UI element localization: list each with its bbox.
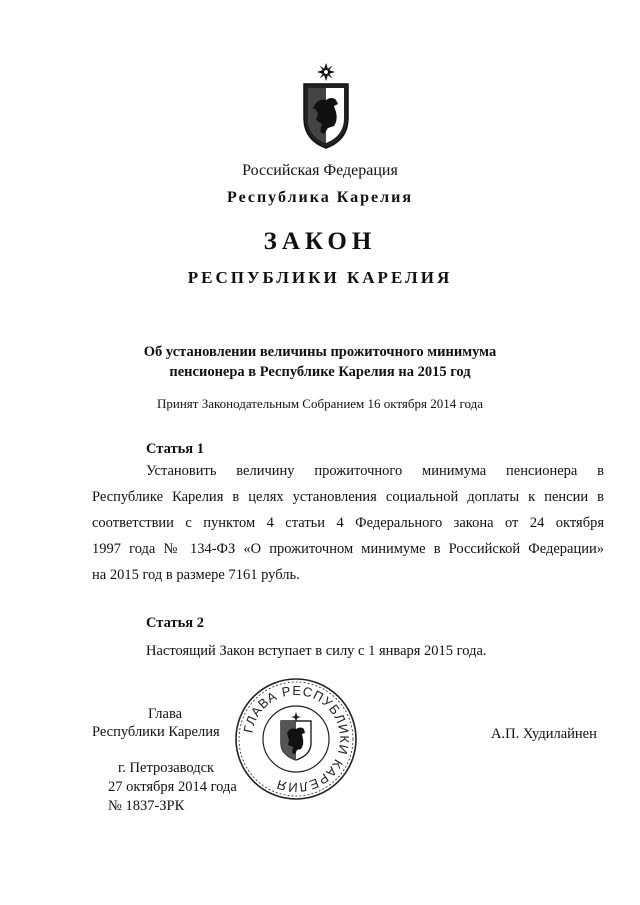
signing-city: г. Петрозаводск — [118, 760, 215, 776]
law-title-line-1: Об установлении величины прожиточного минимума — [143, 344, 497, 360]
signatory-position-line-1: Глава — [148, 706, 183, 722]
law-number: № 1837-ЗРК — [108, 798, 185, 814]
signing-date: 27 октября 2014 года — [108, 779, 237, 795]
signatory-position-line-2: Республики Карелия — [92, 724, 220, 740]
country-heading: Российская Федерация — [242, 162, 398, 179]
article-2-heading: Статья 2 — [146, 615, 204, 631]
article-1-line: Республике Карелия в целях установления социальной доплаты к пенсии в — [92, 489, 604, 505]
article-1-line: Установить величину прожиточного минимума пенсионера в — [146, 463, 604, 479]
adoption-note: Принят Законодательным Собранием 16 октября 2014 года — [156, 396, 484, 411]
signatory-name: А.П. Худилайнен — [491, 726, 597, 742]
article-1-line: соответствии с пунктом 4 статьи 4 Федерального закона от 24 октября — [92, 515, 604, 531]
official-seal-icon — [232, 675, 360, 803]
seal-text: ГЛАВА РЕСПУБЛИКИ КАРЕЛИЯ — [240, 682, 353, 796]
republic-heading: Республика Карелия — [227, 189, 413, 206]
document-type: ЗАКОН — [263, 228, 377, 255]
article-1-heading: Статья 1 — [146, 441, 204, 457]
law-title — [0, 342, 640, 382]
document-type-subtitle: РЕСПУБЛИКИ КАРЕЛИЯ — [187, 268, 453, 287]
article-1-line: 1997 года № 134-ФЗ «О прожиточном минимуме в Российской Федерации» — [92, 541, 604, 557]
article-1-text — [92, 458, 604, 588]
law-title-line-2: пенсионера в Республике Карелия на 2015 год — [169, 364, 471, 380]
article-2-text: Настоящий Закон вступает в силу с 1 января 2015 года. — [146, 643, 487, 659]
article-1-line: на 2015 год в размере 7161 рубль. — [92, 567, 300, 583]
karelia-coat-of-arms-icon — [298, 62, 354, 150]
